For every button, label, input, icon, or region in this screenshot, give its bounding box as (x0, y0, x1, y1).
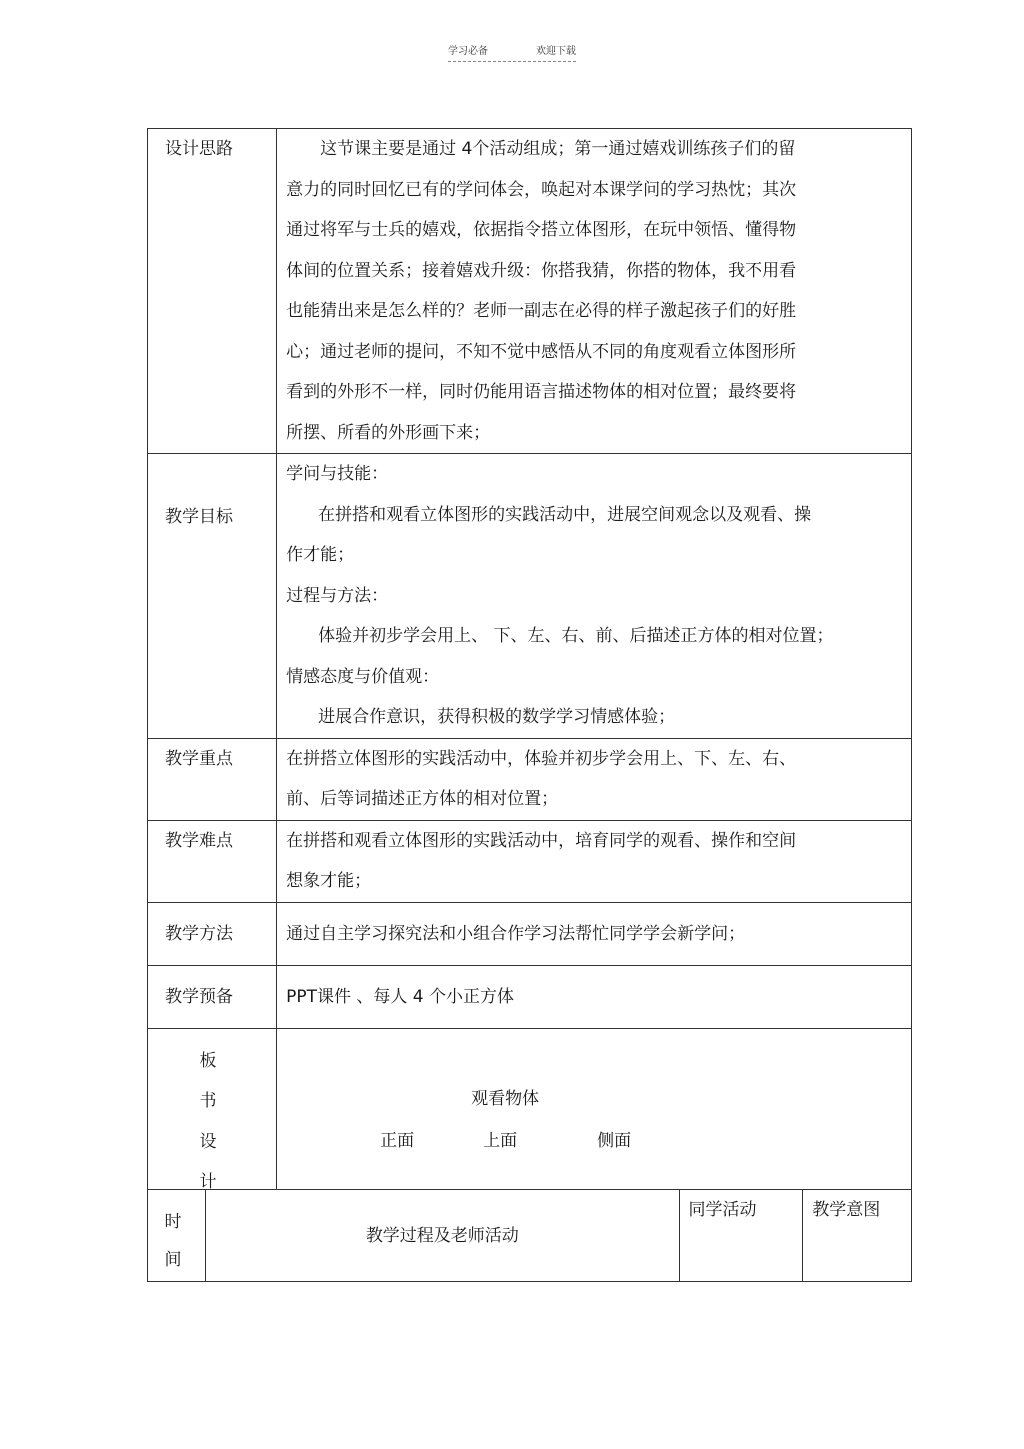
key-line: 前、后等词描述正方体的相对位置； (286, 789, 559, 809)
row-method (148, 902, 912, 965)
content-design (277, 129, 912, 454)
board-label-char: 设 (199, 1131, 217, 1152)
design-line: 心；通过老师的提问，不知不觉中感悟从不同的角度观看立体图形所 (286, 341, 797, 362)
content-goals (277, 454, 912, 739)
label-time (148, 1189, 206, 1281)
label-method: 教学方法 (148, 902, 277, 965)
board-title: 观看物体 (471, 1088, 540, 1109)
content-method: 通过自主学习探究法和小组合作学习法帮忙同学学会新学问； (277, 902, 912, 965)
label-goals (148, 454, 277, 739)
label-design: 设计思路 (148, 129, 277, 454)
process-main-label: 教学过程及老师活动 (365, 1225, 519, 1246)
content-key (277, 738, 912, 820)
board-label-char: 板 (199, 1050, 217, 1071)
row-key (148, 738, 912, 820)
goals-label-text: 教学目标 (165, 507, 233, 527)
goals-line: 作才能； (286, 545, 355, 565)
row-goals (148, 454, 912, 739)
board-item: 侧面 (597, 1130, 632, 1151)
content-difficult (277, 820, 912, 902)
row-design (148, 129, 912, 454)
goals-line: 过程与方法： (286, 585, 389, 606)
difficult-line: 想象才能； (286, 871, 372, 891)
content-prep: PPT课件 、每人 4 个小正方体 (277, 965, 912, 1028)
design-line: 所摆、所看的外形画下来； (286, 422, 491, 443)
process-intent-head: 教学意图 (803, 1189, 912, 1281)
process-main-head (206, 1189, 679, 1281)
goals-line: 学问与技能： (286, 464, 389, 484)
header-right: 欢迎下载 (536, 46, 576, 57)
time-label-char: 间 (164, 1250, 182, 1270)
row-difficult (148, 820, 912, 902)
label-key: 教学重点 (148, 738, 277, 820)
time-label-char: 时 (164, 1211, 182, 1232)
board-item: 上面 (483, 1130, 518, 1151)
board-label-char: 书 (199, 1091, 217, 1111)
content-board (277, 1028, 912, 1189)
design-line: 看到的外形不一样，同时仍能用语言描述物体的相对位置；最终要将 (286, 382, 797, 402)
goals-line: 情感态度与价值观： (286, 666, 440, 687)
design-line: 意力的同时回忆已有的学问体会，唤起对本课学问的学习热忱；其次 (286, 179, 797, 200)
process-student-head: 同学活动 (679, 1189, 803, 1281)
lesson-plan-table (147, 128, 912, 1282)
board-item: 正面 (380, 1130, 415, 1151)
design-line: 这节课主要是通过 4个活动组成；第一通过嬉戏训练孩子们的留 (320, 139, 796, 159)
goals-line: 体验并初步学会用上、 下、左、右、前、后描述正方体的相对位置； (318, 626, 834, 646)
difficult-line: 在拼搭和观看立体图形的实践活动中，培育同学的观看、操作和空间 (286, 830, 797, 851)
label-prep: 教学预备 (148, 965, 277, 1028)
label-board: 板 书 设 计 (148, 1028, 277, 1189)
row-board (148, 1028, 912, 1189)
page-header (448, 42, 576, 62)
board-items (380, 1128, 631, 1154)
key-line: 在拼搭立体图形的实践活动中，体验并初步学会用上、下、左、右、 (286, 748, 797, 769)
goals-line: 在拼搭和观看立体图形的实践活动中，进展空间观念以及观看、操 (318, 504, 812, 525)
design-line: 通过将军与士兵的嬉戏，依据指令搭立体图形，在玩中领悟、懂得物 (286, 220, 797, 240)
design-line: 也能猜出来是怎么样的？老师一副志在必得的样子激起孩子们的好胜 (286, 301, 797, 321)
label-difficult: 教学难点 (148, 820, 277, 902)
header-left: 学习必备 (448, 46, 488, 57)
design-line: 体间的位置关系；接着嬉戏升级：你搭我猜，你搭的物体，我不用看 (286, 260, 797, 281)
goals-line: 进展合作意识，获得积极的数学学习情感体验； (318, 707, 676, 727)
row-prep (148, 965, 912, 1028)
row-process-head (148, 1189, 912, 1281)
